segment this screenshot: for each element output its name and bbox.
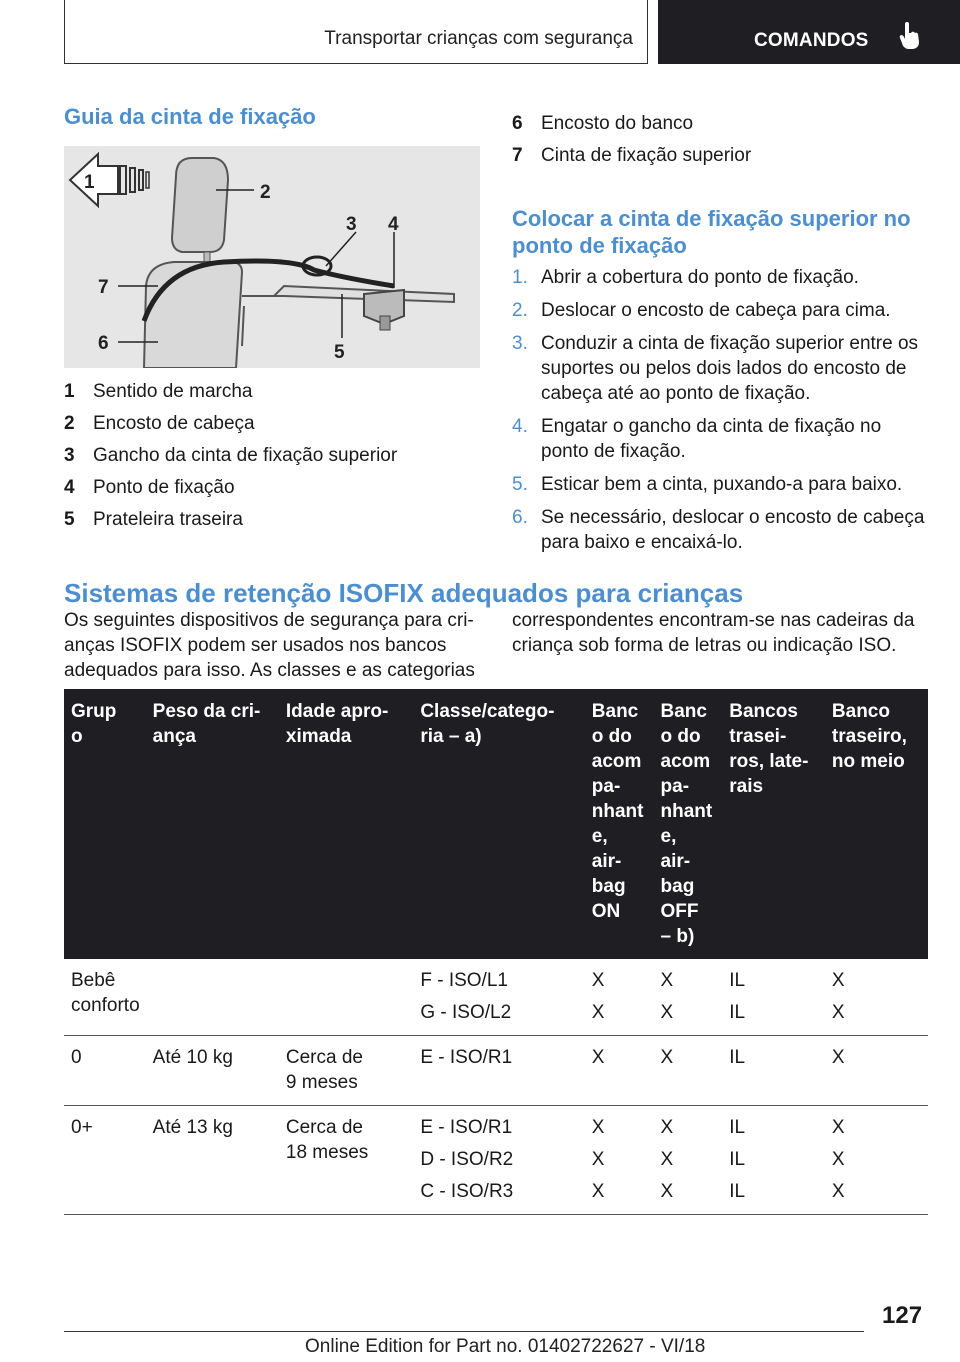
cell-value: X <box>591 1181 605 1202</box>
legend-text: Encosto de cabeça <box>93 413 255 434</box>
step-text: Engatar o gancho da cinta de fixação no ponto de fixação. <box>541 416 882 462</box>
table-cell <box>825 959 928 1036</box>
cell-value: IL <box>729 1181 746 1202</box>
attach-heading: Colocar a cinta de fixação superior no ponto de fixação <box>512 206 911 258</box>
footer-divider <box>64 1331 864 1332</box>
table-cell <box>585 959 654 1036</box>
legend-item <box>64 472 397 504</box>
cell-value: X <box>591 1047 605 1068</box>
cell-value: X <box>660 970 674 991</box>
cell-value: IL <box>729 1002 746 1023</box>
legend-item <box>64 376 397 408</box>
legend-text: Prateleira traseira <box>93 509 243 530</box>
table-cell <box>146 959 279 1036</box>
legend-item <box>64 504 397 536</box>
step-item <box>512 331 932 406</box>
table-row <box>64 959 928 1036</box>
step-text: Deslocar o encosto de cabeça para cima. <box>541 300 891 321</box>
legend-number: 6 <box>512 113 523 134</box>
isofix-paragraph-right: correspondentes encontram-se nas cadeiras da criança sob forma de letras ou indicação ISO. <box>512 610 915 656</box>
step-item <box>512 472 932 497</box>
cell-value: X <box>591 1149 605 1170</box>
cell-value: IL <box>729 1149 746 1170</box>
legend-item <box>64 408 397 440</box>
legend-text: Cinta de fixação superior <box>541 145 752 166</box>
table-cell <box>654 959 723 1036</box>
table-cell <box>722 1106 825 1215</box>
cell-value: X <box>660 1181 674 1202</box>
step-text: Se necessário, deslocar o encosto de cabeça para baixo e encaixá-lo. <box>541 507 925 553</box>
step-item <box>512 505 932 555</box>
step-text: Abrir a cobertura do ponto de fixação. <box>541 267 859 288</box>
cell-value: X <box>660 1047 674 1068</box>
cell-value: G - ISO/L2 <box>420 1002 512 1023</box>
cell-value: X <box>591 970 605 991</box>
figure-label-3: 3 <box>346 214 357 235</box>
figure-label-7: 7 <box>98 277 109 298</box>
edition-text: Online Edition for Part no. 01402722627 - VI/18 <box>305 1336 706 1357</box>
cell-value: F - ISO/L1 <box>420 970 508 991</box>
table-cell <box>585 1036 654 1106</box>
page-number: 127 <box>882 1302 923 1329</box>
cell-value: X <box>831 970 845 991</box>
table-cell <box>413 959 584 1036</box>
table-body <box>64 959 928 1215</box>
legend-number: 7 <box>512 145 523 166</box>
cell-value: X <box>660 1002 674 1023</box>
figure-label-4: 4 <box>388 214 399 235</box>
table-cell <box>825 1106 928 1215</box>
column-header: Banco traseiro, no meio <box>825 689 928 959</box>
table-cell <box>825 1036 928 1106</box>
table-row <box>64 1106 928 1215</box>
step-text: Esticar bem a cinta, puxando-a para baixo. <box>541 474 903 495</box>
figure-label-1: 1 <box>84 172 95 193</box>
cell-value: E - ISO/R1 <box>420 1117 513 1138</box>
figure-legend-right <box>512 108 751 172</box>
guide-heading: Guia da cinta de fixação <box>64 104 316 129</box>
table-cell <box>654 1036 723 1106</box>
legend-text: Sentido de marcha <box>93 381 253 402</box>
column-header: Grup o <box>64 689 146 959</box>
column-header: Peso da cri- ança <box>146 689 279 959</box>
figure-label-2: 2 <box>260 182 271 203</box>
cell-value: X <box>831 1117 845 1138</box>
table-cell: 0+ <box>64 1106 146 1215</box>
tether-strap-figure <box>64 146 480 368</box>
step-number: 4. <box>512 416 528 437</box>
legend-text: Ponto de fixação <box>93 477 235 498</box>
step-item <box>512 265 932 290</box>
column-header: Classe/catego- ria – a) <box>413 689 584 959</box>
table-cell: Cerca de 18 meses <box>279 1106 413 1215</box>
legend-item <box>64 440 397 472</box>
cell-value: IL <box>729 1047 746 1068</box>
step-number: 1. <box>512 267 528 288</box>
chapter-tab[interactable] <box>658 0 960 64</box>
legend-item <box>512 108 751 140</box>
table-cell <box>585 1106 654 1215</box>
cell-value: X <box>660 1117 674 1138</box>
cell-value: IL <box>729 970 746 991</box>
cell-value: X <box>831 1047 845 1068</box>
legend-text: Gancho da cinta de fixação superior <box>93 445 398 466</box>
figure-label-6: 6 <box>98 333 109 354</box>
legend-text: Encosto do banco <box>541 113 694 134</box>
table-cell: Cerca de 9 meses <box>279 1036 413 1106</box>
header-section-box <box>64 0 648 64</box>
cell-value: X <box>831 1181 845 1202</box>
chapter-label: COMANDOS <box>754 30 869 51</box>
column-header: Idade apro- ximada <box>279 689 413 959</box>
table-cell: Até 13 kg <box>146 1106 279 1215</box>
step-item <box>512 414 932 464</box>
legend-number: 1 <box>64 381 75 402</box>
cell-value: IL <box>729 1117 746 1138</box>
cell-value: X <box>591 1002 605 1023</box>
cell-value: D - ISO/R2 <box>420 1149 514 1170</box>
step-item <box>512 298 932 323</box>
column-header: Banc o do acom pa- nhant e, air- bag ON <box>585 689 654 959</box>
table-header <box>64 689 928 959</box>
table-cell <box>413 1106 584 1215</box>
pointing-hand-icon <box>898 22 920 55</box>
table-row <box>64 1036 928 1106</box>
legend-number: 3 <box>64 445 75 466</box>
isofix-table <box>64 689 928 1215</box>
legend-item <box>512 140 751 172</box>
step-text: Conduzir a cinta de fixação superior entre os suportes ou pelos dois lados do encosto de cabeça até ao ponto de fixação. <box>541 333 919 404</box>
section-title: Transportar crianças com segurança <box>324 28 633 49</box>
legend-number: 4 <box>64 477 75 498</box>
cell-value: X <box>831 1002 845 1023</box>
table-cell <box>722 959 825 1036</box>
attach-steps <box>512 265 932 563</box>
table-cell <box>413 1036 584 1106</box>
table-cell <box>722 1036 825 1106</box>
column-header: Banc o do acom pa- nhant e, air- bag OFF – b) <box>654 689 723 959</box>
table-cell <box>654 1106 723 1215</box>
table-cell: 0 <box>64 1036 146 1106</box>
isofix-heading: Sistemas de retenção ISOFIX adequados para crianças <box>64 578 744 608</box>
column-header: Bancos trasei- ros, late- rais <box>722 689 825 959</box>
step-number: 3. <box>512 333 528 354</box>
step-number: 6. <box>512 507 528 528</box>
cell-value: E - ISO/R1 <box>420 1047 513 1068</box>
cell-value: X <box>831 1149 845 1170</box>
table-cell: Até 10 kg <box>146 1036 279 1106</box>
legend-number: 2 <box>64 413 75 434</box>
figure-legend-left <box>64 376 397 536</box>
table-cell <box>279 959 413 1036</box>
table-header-row <box>64 689 928 959</box>
table-cell: Bebê conforto <box>64 959 146 1036</box>
step-number: 5. <box>512 474 528 495</box>
cell-value: X <box>591 1117 605 1138</box>
figure-label-5: 5 <box>334 342 345 363</box>
isofix-paragraph-left: Os seguintes dispositivos de segurança para cri-anças ISOFIX podem ser usados nos bancos adequados para isso. As classes e as categorias <box>64 610 475 681</box>
cell-value: X <box>660 1149 674 1170</box>
legend-number: 5 <box>64 509 75 530</box>
step-number: 2. <box>512 300 528 321</box>
cell-value: C - ISO/R3 <box>420 1181 514 1202</box>
